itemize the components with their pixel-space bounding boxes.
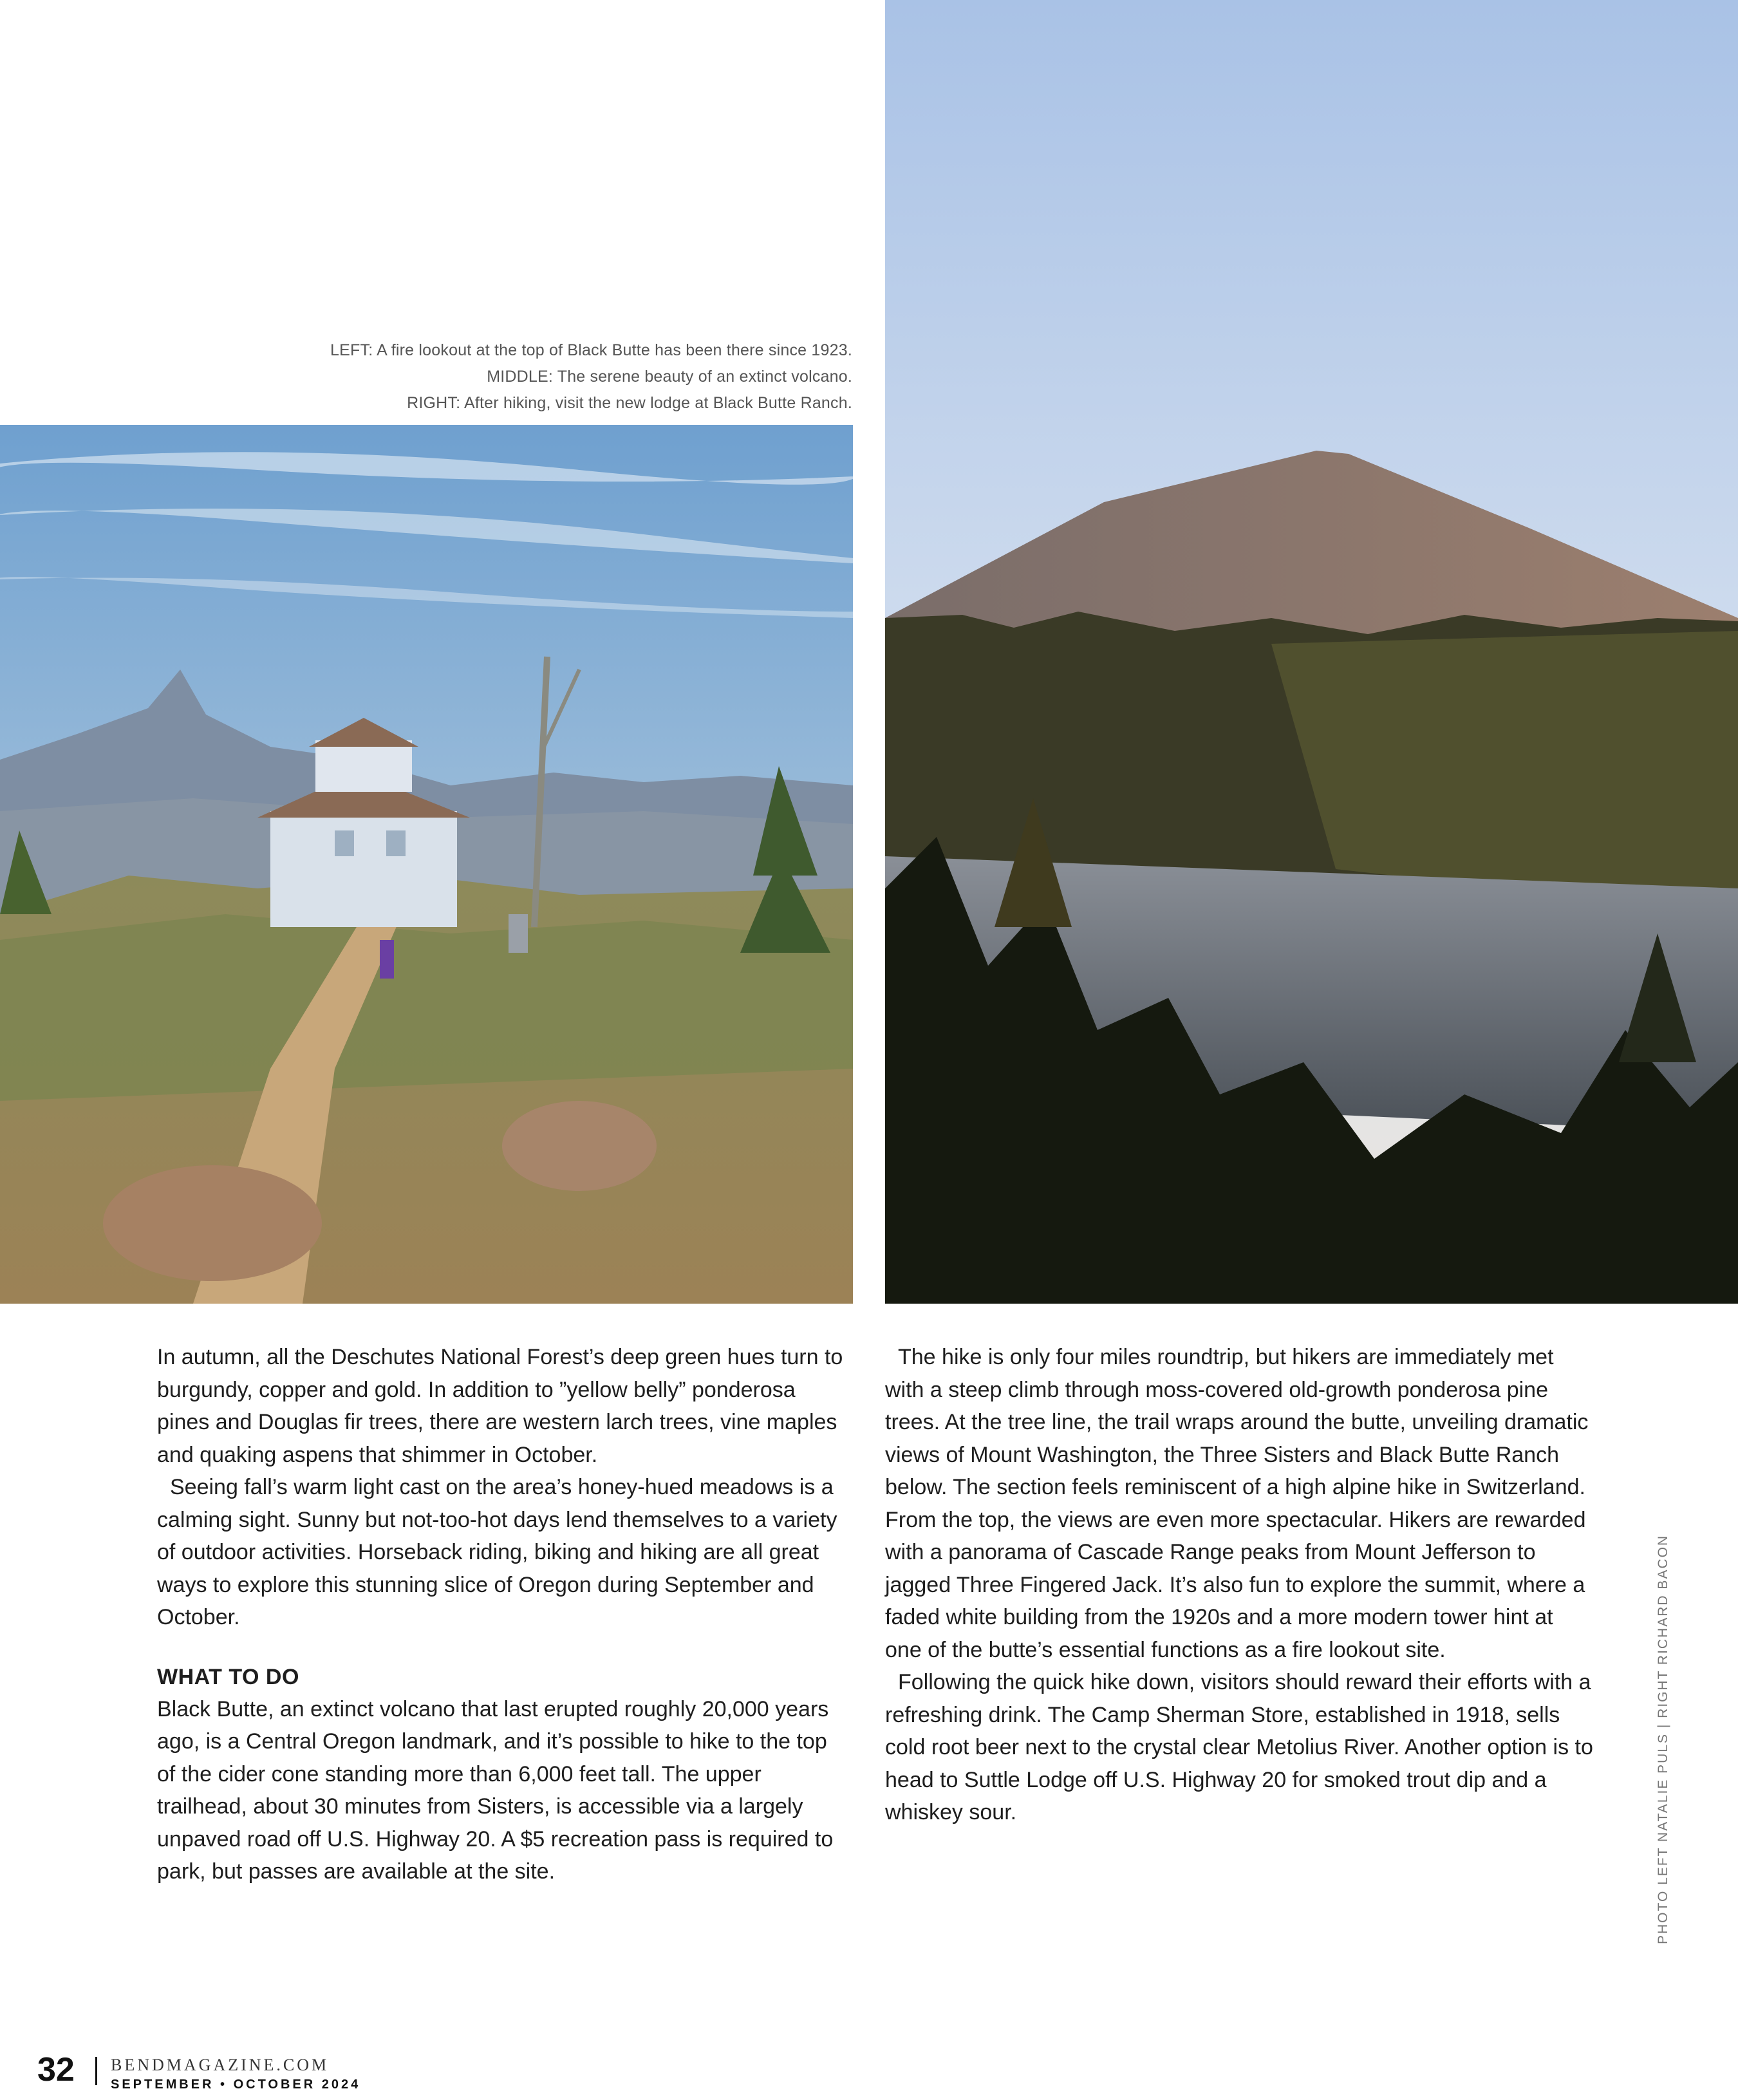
footer-divider (95, 2057, 97, 2085)
fire-lookout-photo (0, 425, 853, 1304)
left-text-column (157, 1341, 846, 1888)
right-paragraph-2: Following the quick hike down, visitors should reward their efforts with a refreshing drink. The Camp Sherman Store, established in 1918, sells cold root beer next to the crystal clear Metolius River. Another option is to head to Suttle Lodge off U.S. Highway 20 for smoked trout dip and a whiskey sour. (885, 1670, 1593, 1824)
section-heading: WHAT TO DO (157, 1664, 299, 1689)
left-paragraph-2: Seeing fall’s warm light cast on the area’s honey-hued meadows is a calming sight. Sunny but not-too-hot days lend themselves to a variety of outdoor activities. Horseback riding, biking and hiking are all great ways to explore this stunning slice of Oregon during September and October. (157, 1475, 837, 1629)
caption-right: RIGHT: After hiking, visit the new lodge at Black Butte Ranch. (407, 394, 852, 412)
page-number: 32 (37, 2051, 75, 2088)
photo-credit: PHOTO LEFT NATALIE PULS | RIGHT RICHARD BACON (1656, 1534, 1670, 1944)
issue-date: SEPTEMBER • OCTOBER 2024 (111, 2077, 361, 2092)
right-paragraph-1: The hike is only four miles roundtrip, but hikers are immediately met with a steep climb through moss-covered old-growth ponderosa pine trees. At the tree line, the trail wraps around the butte, unveiling dramatic views of Mount Washington, the Three Sisters and Black Butte Ranch below. The section feels reminiscent of a high alpine hike in Switzerland. From the top, the views are even more spectacular. Hikers are rewarded with a panorama of Cascade Range peaks from Mount Jefferson to jagged Three Fingered Jack. It’s also fun to explore the summit, where a faded white building from the 1920s and a more modern tower hint at one of the butte’s essential functions as a fire lookout site. (885, 1345, 1589, 1662)
caption-left: LEFT: A fire lookout at the top of Black Butte has been there since 1923. (330, 341, 852, 359)
left-paragraph-3: Black Butte, an extinct volcano that last erupted roughly 20,000 years ago, is a Central Oregon landmark, and it’s possible to hike to the top of the cider cone standing more than 6,000 feet tall. The upper trailhead, about 30 minutes from Sisters, is accessible via a largely unpaved road off U.S. Highway 20. A $5 recreation pass is required to park, but passes are available at the site. (157, 1696, 834, 1884)
right-text-column (885, 1341, 1593, 1829)
caption-middle: MIDDLE: The serene beauty of an extinct volcano. (487, 368, 852, 386)
magazine-site: BENDMAGAZINE.COM (111, 2056, 330, 2074)
left-paragraph-1: In autumn, all the Deschutes National Forest’s deep green hues turn to burgundy, copper and gold. In addition to ”yellow belly” ponderosa pines and Douglas fir trees, there are western larch trees, vine maples and quaking aspens that shimmer in October. (157, 1345, 843, 1467)
photo-captions (273, 337, 852, 417)
black-butte-lake-photo (885, 0, 1738, 1304)
